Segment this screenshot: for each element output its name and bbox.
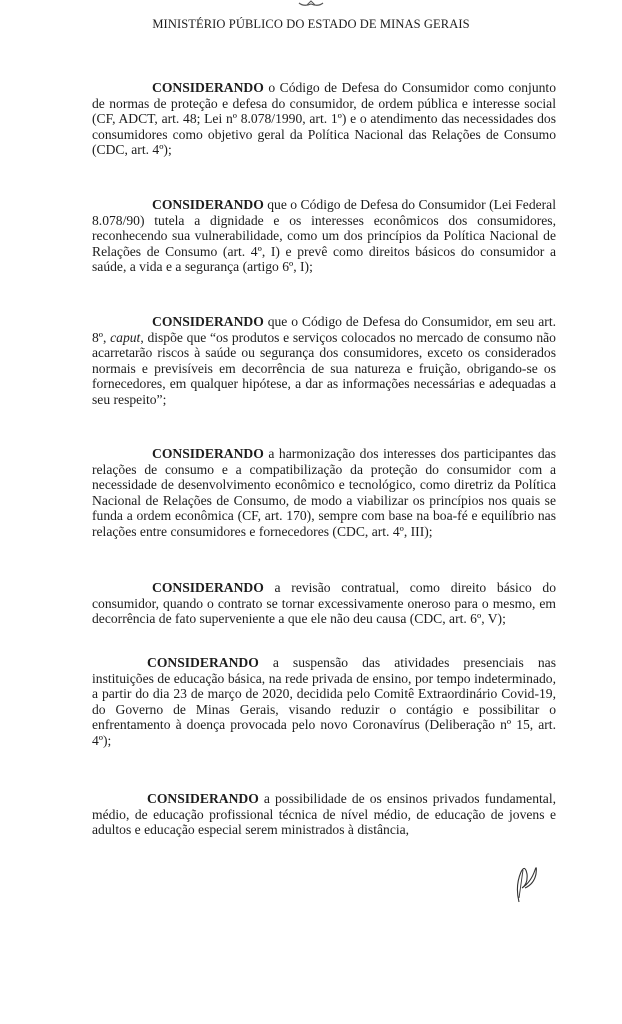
paragraph-keyword: CONSIDERANDO (147, 655, 259, 670)
paragraph-text: a revisão contratual, como direito básico do consumidor, quando o contrato se tornar excessivamente oneroso para o mesmo, em decorrência de fato superveniente a que ele não deu causa (CDC, art. 6º, V); (92, 580, 556, 627)
paragraph-keyword: CONSIDERANDO (152, 197, 264, 212)
paragraph-keyword: CONSIDERANDO (147, 791, 259, 806)
state-emblem-icon (298, 0, 324, 8)
paragraph-3 (92, 314, 556, 408)
paragraph-italic: caput (110, 329, 141, 345)
paragraph-2 (92, 197, 556, 275)
page-header: MINISTÉRIO PÚBLICO DO ESTADO DE MINAS GERAIS (152, 17, 470, 31)
paragraph-keyword: CONSIDERANDO (152, 446, 264, 461)
paragraph-4 (92, 446, 556, 540)
paragraph-text: que o Código de Defesa do Consumidor, em seu art. 8º, (92, 314, 556, 345)
paragraph-7 (92, 791, 556, 838)
paragraph-6 (92, 655, 556, 749)
paragraph-keyword: CONSIDERANDO (152, 580, 264, 595)
paragraph-keyword: CONSIDERANDO (152, 80, 264, 95)
paragraph-1 (92, 80, 556, 158)
paragraph-text: o Código de Defesa do Consumidor como conjunto de normas de proteção e defesa do consumidor, de ordem pública e interesse social (CF, ADCT, art. 48; Lei nº 8.078/1990, art. 1º) e o atendimento das necessidades dos consumidores como objetivo geral da Política Nacional das Relações de Consumo (CDC, art. 4º); (92, 80, 556, 158)
paragraph-text: a harmonização dos interesses dos participantes das relações de consumo e a compatibilização da proteção do consumidor com a necessidade de desenvolvimento econômico e tecnológico, como diretriz da Política Nacional de Relações de Consumo, de modo a viabilizar os princípios nos quais se funda a ordem econômica (CF, art. 170), sempre com base na boa-fé e equilíbrio nas relações entre consumidores e fornecedores (CDC, art. 4º, III); (92, 446, 556, 539)
paragraph-keyword: CONSIDERANDO (152, 314, 264, 329)
paragraph-5 (92, 580, 556, 627)
paragraph-text: a possibilidade de os ensinos privados fundamental, médio, de educação profissional técnica de nível médio, de educação de jovens e adultos e educação especial serem ministrados à distância, (92, 791, 556, 838)
paragraph-text: , dispõe que “os produtos e serviços colocados no mercado de consumo não acarretarão riscos à saúde ou segurança dos consumidores, exceto os considerados normais e previsíveis em decorrência de sua natureza e fruição, obrigando-se os fornecedores, em qualquer hipótese, a dar as informações necessárias e adequadas a seu respeito”; (92, 329, 556, 407)
paragraph-text: a suspensão das atividades presenciais nas instituições de educação básica, na rede privada de ensino, por tempo indeterminado, a partir do dia 23 de março de 2020, decidida pelo Comitê Extraordinário Covid-19, do Governo de Minas Gerais, visando reduzir o contágio e possibilitar o enfrentamento à doença provocada pelo novo Coronavírus (Deliberação nº 15, art. 4º); (92, 655, 556, 748)
handwritten-initials-icon (505, 858, 543, 908)
paragraph-text: que o Código de Defesa do Consumidor (Lei Federal 8.078/90) tutela a dignidade e os interesses econômicos dos consumidores, reconhecendo sua vulnerabilidade, como um dos princípios da Política Nacional de Relações de Consumo (art. 4º, I) e prevê como direitos básicos do consumidor a saúde, a vida e a segurança (artigo 6º, I); (92, 197, 556, 275)
